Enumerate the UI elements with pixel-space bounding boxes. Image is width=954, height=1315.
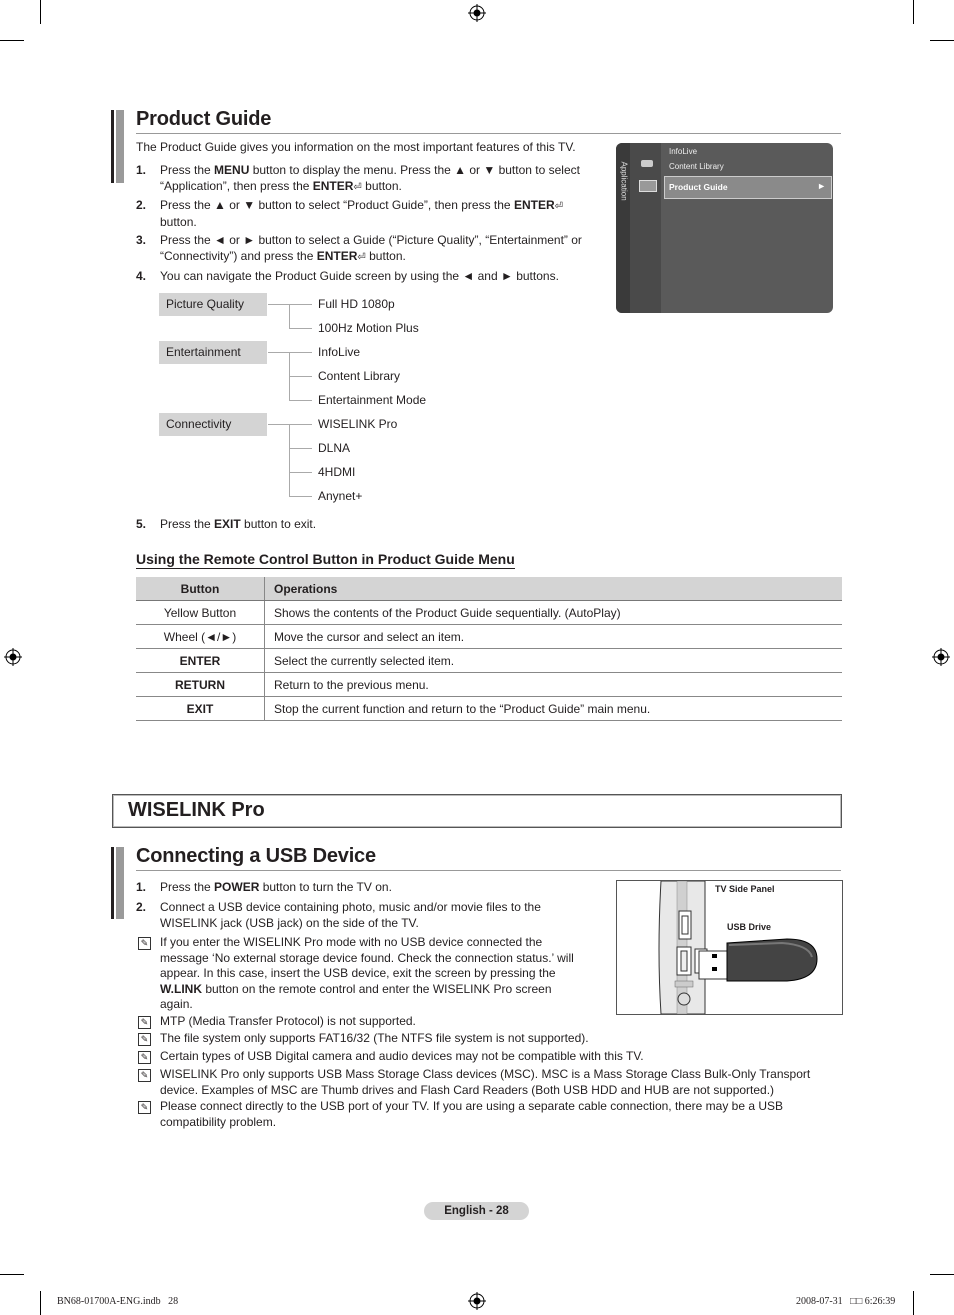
table-cell: RETURN [136,673,265,697]
page-number-badge: English - 28 [424,1202,529,1220]
crop-mark [40,0,41,24]
crop-mark [913,1291,914,1315]
table-cell: Return to the previous menu. [265,673,843,697]
guide-item: Full HD 1080p [318,297,395,311]
step-number: 1. [136,880,147,894]
crop-mark [913,0,914,24]
step-text: Press the ◄ or ► button to select a Guide (“Picture Quality”, “Entertainment” or “Connectivity”) and press the ENTER⏎ button. [160,233,582,263]
remote-operations-table [136,577,842,721]
crop-mark [930,1274,954,1275]
file-info: BN68-01700A-ENG.indb 28 [57,1296,179,1307]
guide-category: Connectivity [159,413,267,436]
guide-item: Content Library [318,369,401,383]
step-number: 2. [136,900,147,914]
guide-item: Entertainment Mode [318,393,427,407]
crop-mark [40,1291,41,1315]
arrow-right-icon: ► [817,181,826,191]
note-icon: ✎ [138,1051,151,1064]
guide-item: InfoLive [318,345,361,359]
table-cell: Wheel (◄/►) [136,625,265,649]
registration-mark-icon [4,648,22,666]
note-icon: ✎ [138,1101,151,1114]
guide-item: Anynet+ [318,489,363,503]
table-cell: Shows the contents of the Product Guide sequentially. (AutoPlay) [265,601,843,625]
step-text: Press the ▲ or ▼ button to select “Product Guide”, then press the ENTER⏎ button. [160,198,563,229]
table-row [136,697,842,721]
application-icon [641,160,653,167]
table-cell: Yellow Button [136,601,265,625]
intro-text: The Product Guide gives you information on the most important features of this TV. [136,140,576,154]
step-text: Press the POWER button to turn the TV on. [160,880,392,894]
tv-menu-screenshot [616,143,833,313]
step-number: 2. [136,198,147,212]
section-title: Connecting a USB Device [136,845,376,867]
subsection-heading: Using the Remote Control Button in Product Guide Menu [136,551,515,567]
note-text: Certain types of USB Digital camera and audio devices may not be compatible with this TV. [160,1049,644,1063]
section-title: Product Guide [136,108,272,130]
table-cell: Select the currently selected item. [265,649,843,673]
step-number: 4. [136,269,147,283]
title-rule [136,870,841,871]
table-cell: ENTER [136,649,265,673]
note-text: MTP (Media Transfer Protocol) is not supported. [160,1014,416,1028]
step-number: 5. [136,517,147,531]
table-row [136,673,842,697]
guide-item: DLNA [318,441,351,455]
note-text: Please connect directly to the USB port of your TV. If you are using a separate cable connection, there may be a USB compatibility problem. [160,1099,784,1129]
step-number: 1. [136,163,147,177]
note-text: If you enter the WISELINK Pro mode with no USB device connected the message ‘No external storage device found. Check the connection status.’ will appear. In this case, insert the USB device, exit the screen by pressing the W.LINK button on the remote control and enter the WISELINK Pro screen again. [160,935,574,1011]
guide-category: Entertainment [159,341,267,364]
note-icon: ✎ [138,1033,151,1046]
registration-mark-icon [468,4,486,22]
table-header: Operations [265,577,843,601]
note-icon: ✎ [138,937,151,950]
usb-connection-diagram [616,880,843,1015]
note-icon: ✎ [138,1016,151,1029]
section-bar [116,110,124,183]
crop-mark [930,40,954,41]
note-text: The file system only supports FAT16/32 (The NTFS file system is not supported). [160,1031,589,1045]
table-row [136,601,842,625]
menu-item: InfoLive [669,147,698,156]
step-text: Press the EXIT button to exit. [160,517,317,531]
registration-mark-icon [932,648,950,666]
registration-mark-icon [468,1292,486,1310]
print-date: 2008-07-31 □□ 6:26:39 [796,1296,896,1307]
menu-item: Content Library [669,162,724,171]
chapter-title: WISELINK Pro [128,799,265,821]
table-row [136,625,842,649]
crop-mark [0,1274,24,1275]
menu-item-selected: Product Guide ► [664,176,832,199]
menu-side-label: Application [619,161,629,201]
note-text: WISELINK Pro only supports USB Mass Storage Class devices (MSC). MSC is a Mass Storage Class Bulk-Only Transport device. Examples of MSC are Thumb drives and Flash Card Readers (Both USB HDD and HUB are not supported.) [160,1067,811,1097]
title-rule [136,133,841,134]
section-bar [111,847,114,919]
chapter-banner [112,794,842,828]
guide-item: 100Hz Motion Plus [318,321,419,335]
crop-mark [0,40,24,41]
section-bar [111,110,114,183]
tv-side-panel-illustration [617,881,842,1014]
setup-icon [639,180,657,192]
table-cell: Stop the current function and return to the “Product Guide” main menu. [265,697,843,721]
tv-side-panel-label: TV Side Panel [715,884,775,894]
step-number: 3. [136,233,147,247]
guide-item: WISELINK Pro [318,417,398,431]
note-icon: ✎ [138,1069,151,1082]
step-text: You can navigate the Product Guide screen by using the ◄ and ► buttons. [160,269,559,283]
usb-drive-label: USB Drive [727,922,772,932]
guide-category: Picture Quality [159,293,267,316]
table-cell: EXIT [136,697,265,721]
step-text: Connect a USB device containing photo, music and/or movie files to the WISELINK jack (USB jack) on the side of the TV. [160,900,541,930]
table-cell: Move the cursor and select an item. [265,625,843,649]
table-header: Button [136,577,265,601]
guide-item: 4HDMI [318,465,356,479]
table-row [136,649,842,673]
section-bar [116,847,124,919]
table-header-row [136,577,842,601]
step-text: Press the MENU button to display the menu. Press the ▲ or ▼ button to select “Application”, then press the ENTER⏎ button. [160,163,580,193]
